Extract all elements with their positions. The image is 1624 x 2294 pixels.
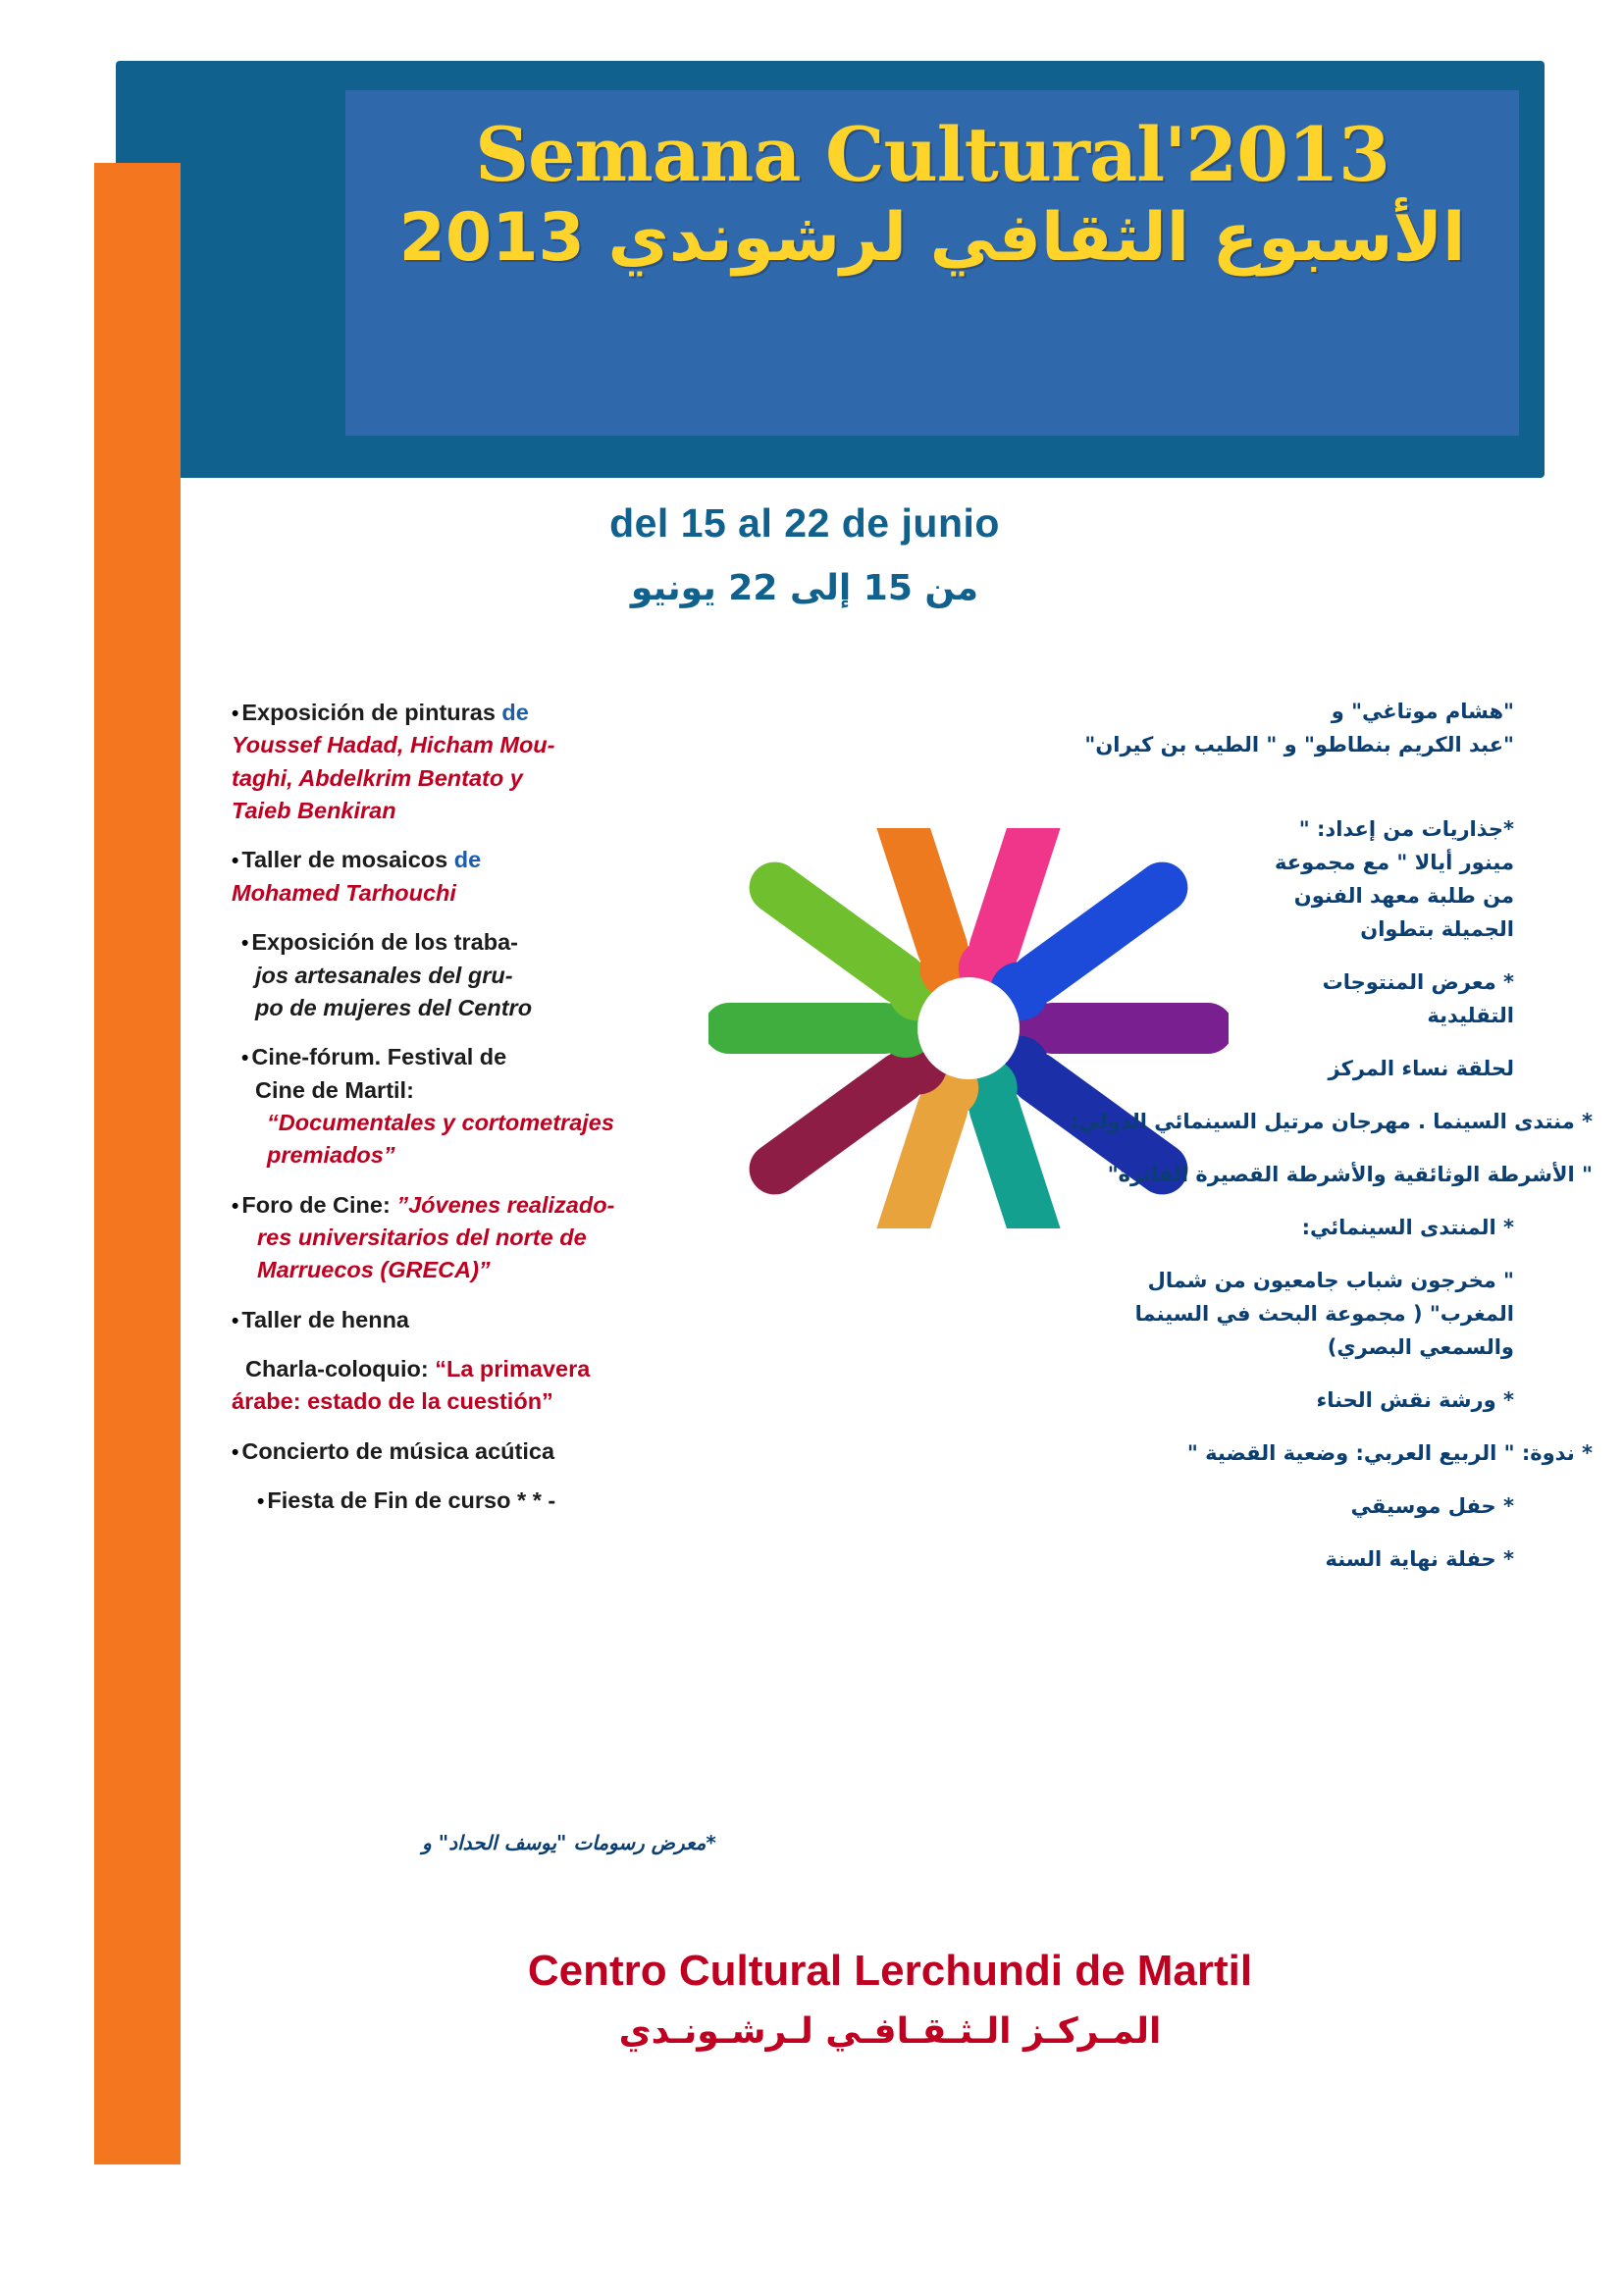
poster-banner (345, 90, 1519, 436)
list-item-line: res universitarios del norte de (257, 1225, 587, 1251)
list-item-ar (965, 1158, 1593, 1191)
program-list-ar (965, 695, 1593, 1595)
list-item-ar (965, 1383, 1514, 1417)
list-item (232, 697, 734, 827)
list-item-ar (965, 1489, 1514, 1523)
list-item-ar-line: * المنتدى السينمائي: (1301, 1216, 1514, 1240)
list-item (232, 926, 734, 1024)
list-item-lead: Fiesta de Fin de curso (267, 1487, 511, 1514)
list-item-ar-line: والسمعي البصري) (1327, 1335, 1514, 1360)
list-item-ar-line: من طلبة معهد الفنون (1293, 884, 1514, 909)
list-item-ar (965, 1436, 1593, 1470)
poster-title-ar: الأسبوع الثقافي لرشوندي 2013 (398, 198, 1466, 277)
list-item-lead: Taller de mosaicos (241, 847, 448, 873)
list-item-line: Youssef Hadad, Hicham Mou- (232, 732, 555, 758)
list-item-rest: ”Jóvenes realizado- (390, 1191, 615, 1218)
list-item-rest: * * - (510, 1487, 556, 1514)
list-item-ar-line: "عبد الكريم بنطاطو" و " الطيب بن كيران" (1084, 733, 1514, 757)
list-item-lead: Taller de henna (241, 1306, 409, 1332)
venue-name-ar: المـركـز الـثـقـافـي لـرشـونـدي (618, 2011, 1162, 2052)
list-item-lead: Exposición de los traba- (251, 929, 518, 956)
bullet-icon: • (257, 1490, 265, 1514)
date-range-ar: من 15 إلى 22 يونيو (630, 568, 979, 608)
bullet-icon: • (241, 1047, 249, 1070)
list-item-ar-line: * منتدى السينما . مهرجان مرتيل السينمائي الدولي: (1071, 1110, 1593, 1134)
list-item-ar-line: لحلقة نساء المركز (1328, 1057, 1514, 1081)
list-item (232, 1435, 734, 1468)
list-item-ar (965, 1211, 1514, 1244)
list-item-ar-line: الجميلة بتطوان (1360, 917, 1514, 942)
list-item-ar (965, 1105, 1593, 1138)
list-item-ar-line: * حفل موسيقي (1350, 1494, 1514, 1519)
list-item-line: árabe: estado de la cuestión” (232, 1388, 553, 1415)
list-item-lead: Concierto de música acútica (241, 1437, 555, 1464)
list-item-ar (965, 1052, 1514, 1085)
list-item-ar (965, 1542, 1514, 1576)
list-item (232, 1304, 734, 1336)
list-item-lead: Exposición de pinturas (241, 700, 496, 725)
date-range (236, 500, 1374, 608)
list-item-ar-line: "هشام موتاغي" و (1331, 700, 1514, 723)
list-item-ar (965, 1264, 1514, 1364)
list-item-rest: “La primavera (428, 1356, 591, 1382)
list-item-line: Marruecos (GRECA)” (257, 1257, 491, 1283)
list-item (232, 1189, 734, 1287)
list-item (232, 1485, 734, 1517)
program-list-es (232, 697, 734, 1535)
list-item-lead: Foro de Cine: (241, 1191, 391, 1218)
list-item-rest: de (495, 700, 529, 725)
list-item-ar-line: المغرب" ( مجموعة البحث في السينما (1134, 1302, 1514, 1327)
bullet-icon: • (232, 1194, 239, 1218)
list-item-ar-line: * ندوة: " الربيع العربي: وضعية القضية " (1186, 1441, 1593, 1466)
list-item-ar (965, 695, 1514, 761)
list-item-ar-line: * حفلة نهاية السنة (1325, 1547, 1514, 1572)
list-item-ar-line: مينور أيالا " مع مجموعة (1274, 851, 1514, 875)
list-item-lead: Cine-fórum. Festival de (251, 1044, 507, 1070)
venue-name-es: Centro Cultural Lerchundi de Martil (527, 1947, 1253, 1995)
bullet-icon: • (232, 1440, 239, 1464)
list-item-ar-line: *جذاريات من إعداد: " (1298, 817, 1514, 842)
exhibition-note-ar: *معرض رسومات "يوسف الحداد" و (422, 1831, 716, 1854)
list-item-rest: de (447, 847, 482, 873)
date-range-es: del 15 al 22 de junio (609, 500, 1000, 546)
list-item (232, 1353, 734, 1419)
list-item (232, 844, 734, 910)
list-item (232, 1041, 734, 1172)
list-item-line: Taieb Benkiran (232, 798, 396, 824)
list-item-ar-line: * ورشة نقش الحناء (1316, 1388, 1514, 1413)
list-item-ar-line: * معرض المنتوجات (1322, 970, 1514, 995)
list-item-ar-line: " الأشرطة الوثائقية والأشرطة القصيرة الفائزة" (1107, 1163, 1593, 1187)
list-item-ar (965, 812, 1514, 946)
bullet-icon: • (232, 850, 239, 873)
bullet-icon: • (241, 932, 249, 956)
poster-title-es: Semana Cultural'2013 (475, 111, 1389, 198)
list-item-line: po de mujeres del Centro (255, 994, 533, 1020)
list-item-line: jos artesanales del gru- (255, 962, 513, 988)
bullet-icon: • (232, 1309, 239, 1332)
venue-footer (236, 1947, 1545, 2052)
orange-side-bar (94, 163, 181, 2164)
list-item-line: Cine de Martil: (255, 1076, 414, 1103)
list-item-ar (965, 965, 1514, 1032)
list-item-ar-line: التقليدية (1427, 1004, 1514, 1028)
list-item-line: taghi, Abdelkrim Bentato y (232, 764, 523, 791)
list-item-ar-line: " مخرجون شباب جامعيون من شمال (1147, 1269, 1514, 1293)
list-item-line: Mohamed Tarhouchi (232, 879, 456, 906)
list-item-line: premiados” (267, 1142, 395, 1169)
list-item-line: “Documentales y cortometrajes (267, 1109, 614, 1135)
bullet-icon: • (232, 703, 239, 725)
list-item-lead: Charla-coloquio: (245, 1356, 429, 1382)
